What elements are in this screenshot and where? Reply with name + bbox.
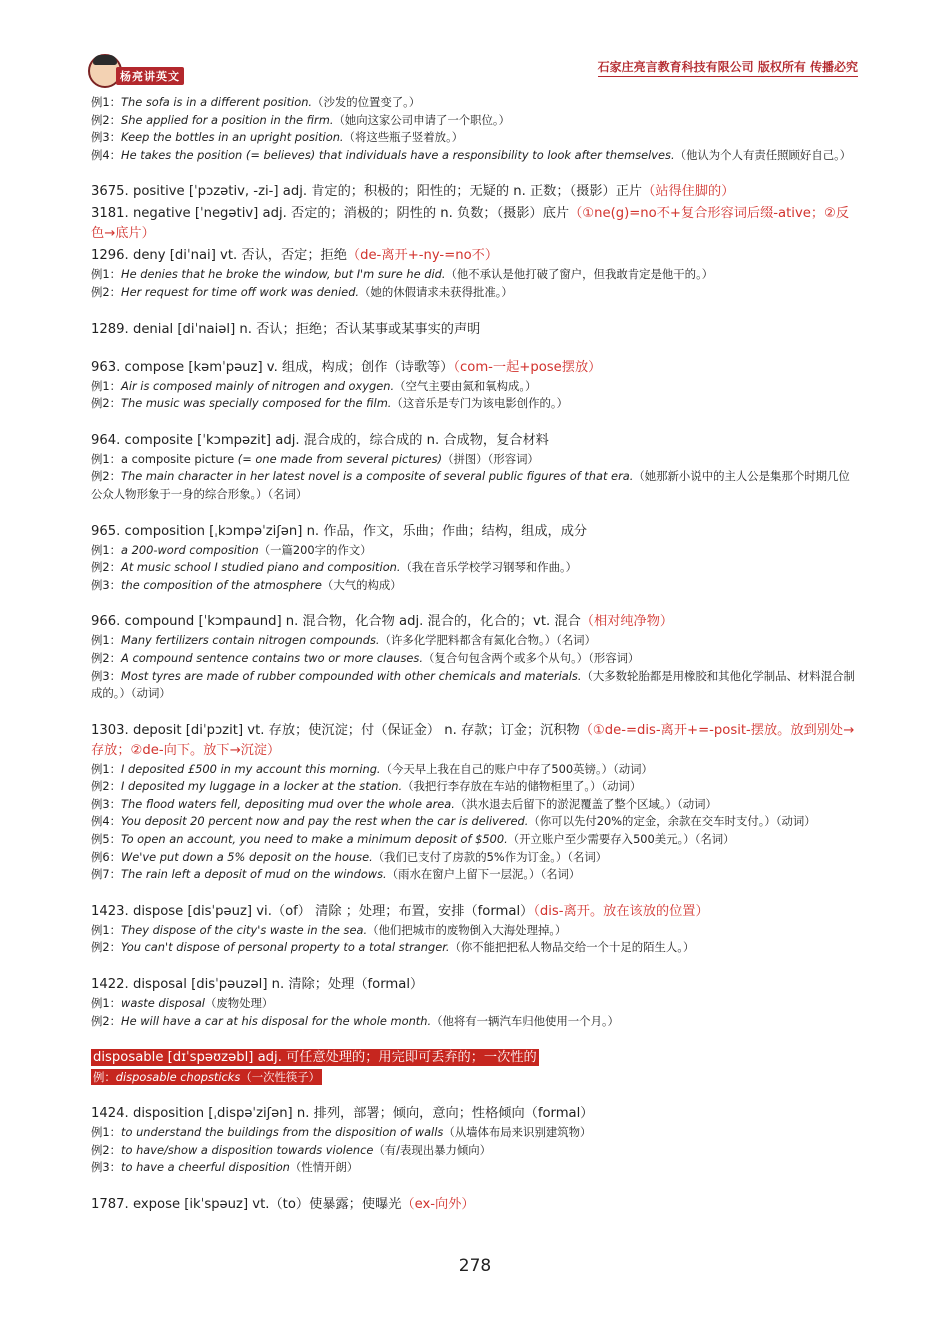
example-line: 例1：He denies that he broke the window, but I'm sure he did.（他不承认是他打破了窗户，但我敢肯定是他干的。） bbox=[91, 267, 714, 282]
page-header bbox=[0, 0, 950, 100]
entry-negative: 3181. negative [ˈnegətiv] adj. 否定的；消极的；阴性的 n. 负数；（摄影）底片（①ne(g)=no不+复合形容词后缀-ative；②反色→底片） bbox=[91, 206, 850, 242]
page-number: 278 bbox=[458, 1256, 492, 1276]
example-line: 例2：I deposited my luggage in a locker at the station.（我把行李存放在车站的储物柜里了。）（动词） bbox=[91, 779, 642, 794]
entry-expose: 1787. expose [ikˈspəuz] vt.（to）使暴露；使曝光（ex-向外） bbox=[91, 1197, 475, 1212]
example-line: 例3：The flood waters fell, depositing mud over the whole area.（洪水退去后留下的淤泥覆盖了整个区域。）（动词） bbox=[91, 796, 717, 811]
entry-positive: 3675. positive [ˈpɔzətiv, -zi-] adj. 肯定的；积极的；阳性的；无疑的 n. 正数；（摄影）正片（站得住脚的） bbox=[91, 184, 735, 200]
example-line: 例4：You deposit 20 percent now and pay the rest when the car is delivered.（你可以先付20%的定金，余款在交车时支付。）（动词） bbox=[91, 814, 816, 829]
logo bbox=[88, 54, 188, 92]
example-line: 例2：Her request for time off work was denied.（她的休假请求未获得批准。） bbox=[91, 284, 513, 299]
example-line: 例2：to have/show a disposition towards violence（有/表现出暴力倾向） bbox=[91, 1142, 492, 1157]
example-line: 例2：You can't dispose of personal property to a total stranger.（你不能把把私人物品交给一个十足的陌生人。） bbox=[91, 940, 695, 955]
entry-disposition: 1424. disposition [ˌdispəˈziʃən] n. 排列，部署；倾向，意向；性格倾向（formal） bbox=[91, 1106, 594, 1122]
document-body bbox=[91, 94, 861, 1215]
example-line: 例1：They dispose of the city's waste in the sea.（他们把城市的废物倒入大海处理掉。） bbox=[91, 922, 567, 937]
entry-deposit: 1303. deposit [diˈpɔzit] vt. 存放；使沉淀；付（保证金） n. 存款；订金；沉积物（①de-=dis-离开+=-posit-摆放。放到别处→存放；②de-向下。放下→沉淀） bbox=[91, 722, 855, 758]
example-line: 例1：The sofa is in a different position.（沙发的位置变了。） bbox=[91, 95, 421, 109]
company-copyright: 石家庄亮言教育科技有限公司 版权所有 传播必究 bbox=[598, 58, 858, 77]
example-line: 例5：To open an account, you need to make a minimum deposit of $500.（开立账户至少需要存入500美元。）（名词） bbox=[91, 832, 735, 847]
highlighted-entry-title: disposable [dɪˈspəʊzəbl] adj. 可任意处理的；用完即可丢弃的；一次性的 bbox=[93, 1050, 537, 1066]
example-line: 例2：The music was specially composed for the film.（这音乐是专门为该电影创作的。） bbox=[91, 396, 568, 411]
example-line: 例1：Air is composed mainly of nitrogen and oxygen.（空气主要由氮和氧构成。） bbox=[91, 378, 537, 393]
example-line: 例2：She applied for a position in the firm.（她向这家公司申请了一个职位。） bbox=[91, 112, 511, 127]
entry-compound: 966. compound [ˈkɔmpaund] n. 混合物，化合物 adj. 混合的，化合的；vt. 混合（相对纯净物） bbox=[91, 614, 674, 630]
example-line: 例6：We've put down a 5% deposit on the house.（我们已支付了房款的5%作为订金。）（名词） bbox=[91, 849, 608, 864]
entry-disposable-highlighted bbox=[91, 1048, 861, 1086]
example-line: 例3：Most tyres are made of rubber compounded with other chemicals and materials.（大多数轮胎都是用橡胶和其他化学制品、材料混合制成的。）（动词） bbox=[91, 668, 855, 701]
entry-disposal: 1422. disposal [disˈpəuzəl] n. 清除；处理（formal） bbox=[91, 977, 424, 993]
entry-dispose: 1423. dispose [disˈpəuz] vi.（of） 清除 ；处理；布置，安排（formal）（dis-离开。放在该放的位置） bbox=[91, 903, 709, 919]
highlighted-example: 例：disposable chopsticks（一次性筷子） bbox=[93, 1070, 321, 1085]
logo-text: 杨亮讲英文 bbox=[116, 67, 184, 85]
entry-denial: 1289. denial [diˈnaiəl] n. 否认；拒绝；否认某事或某事实的声明 bbox=[91, 321, 481, 337]
entry-deny: 1296. deny [diˈnai] vt. 否认，否定；拒绝（de-离开+-ny-=no不） bbox=[91, 248, 499, 264]
entry-composite: 964. composite [ˈkɔmpəzit] adj. 混合成的，综合成的 n. 合成物，复合材料 bbox=[91, 432, 549, 448]
example-line: 例1：a composite picture (= one made from several pictures)（拼图）（形容词） bbox=[91, 451, 539, 466]
entry-compose: 963. compose [kəmˈpəuz] v. 组成，构成；创作（诗歌等）（com-一起+pose摆放） bbox=[91, 359, 602, 375]
example-line: 例3：to have a cheerful disposition（性情开朗） bbox=[91, 1160, 359, 1175]
example-line: 例1：waste disposal（废物处理） bbox=[91, 996, 274, 1011]
example-line: 例4：He takes the position (= believes) that individuals have a responsibility to look after themselves.（他认为个人有责任照顾好自己。） bbox=[91, 147, 852, 162]
example-line: 例2：The main character in her latest novel is a composite of several public figures of that era.（她那新小说中的主人公是集那个时期几位公众人物形象于一身的综合形象。）（名词） bbox=[91, 469, 850, 501]
example-line: 例1：to understand the buildings from the disposition of walls（从墙体布局来识别建筑物） bbox=[91, 1125, 592, 1140]
example-line: 例1：a 200-word composition（一篇200字的作文） bbox=[91, 542, 372, 557]
example-line: 例3：Keep the bottles in an upright position.（将这些瓶子竖着放。） bbox=[91, 130, 464, 145]
example-line: 例2：A compound sentence contains two or more clauses.（复合句包含两个或多个从句。）（形容词） bbox=[91, 650, 640, 665]
example-line: 例3：the composition of the atmosphere（大气的构成） bbox=[91, 577, 402, 592]
example-line: 例2：He will have a car at his disposal for the whole month.（他将有一辆汽车归他使用一个月。） bbox=[91, 1013, 620, 1028]
example-line: 例1：Many fertilizers contain nitrogen compounds.（许多化学肥料都含有氮化合物。）（名词） bbox=[91, 633, 596, 648]
example-line: 例1：I deposited £500 in my account this morning.（今天早上我在自己的账户中存了500英镑。）（动词） bbox=[91, 761, 653, 776]
example-line: 例2：At music school I studied piano and composition.（我在音乐学校学习钢琴和作曲。） bbox=[91, 560, 578, 575]
entry-composition: 965. composition [ˌkɔmpəˈziʃən] n. 作品，作文，乐曲；作曲；结构，组成，成分 bbox=[91, 523, 588, 539]
example-line: 例7：The rain left a deposit of mud on the windows.（雨水在窗户上留下一层泥。）（名词） bbox=[91, 867, 581, 882]
